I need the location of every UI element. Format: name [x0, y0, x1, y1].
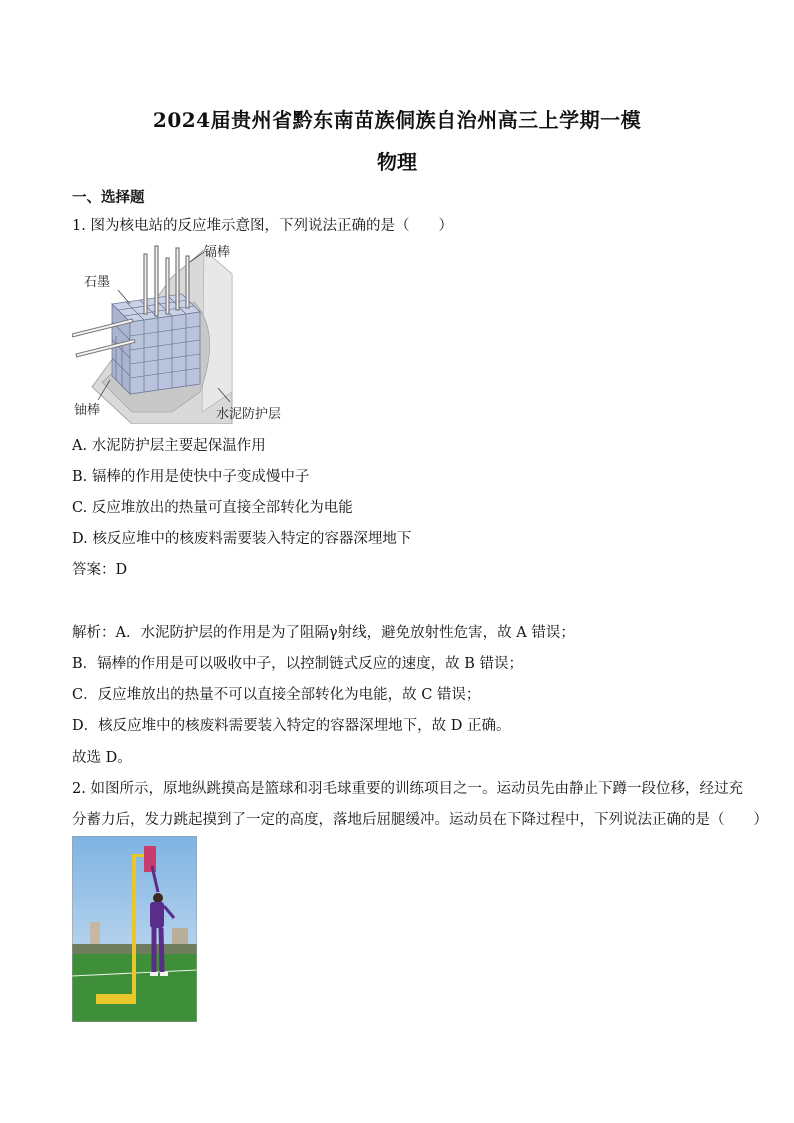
question-2-stem-line-1: 2. 如图所示，原地纵跳摸高是篮球和羽毛球重要的训练项目之一。运动员先由静止下蹲一段位移，经过充 [72, 781, 743, 797]
question-1-option-b: B. 镉棒的作用是使快中子变成慢中子 [72, 469, 310, 485]
question-1-stem: 1. 图为核电站的反应堆示意图，下列说法正确的是（ ） [72, 218, 453, 234]
page-subtitle: 物理 [377, 150, 417, 174]
section-heading: 一、选择题 [72, 189, 145, 206]
question-1-analysis-line: C．反应堆放出的热量不可以直接全部转化为电能，故 C 错误； [72, 687, 481, 703]
question-1-option-d: D. 核反应堆中的核废料需要装入特定的容器深埋地下 [72, 531, 412, 547]
question-1-option-c: C. 反应堆放出的热量可直接全部转化为电能 [72, 500, 353, 516]
label-cadmium-rod: 镉棒 [204, 245, 231, 260]
question-1-answer: 答案：D [72, 562, 128, 578]
question-1-analysis-line: 故选 D。 [72, 750, 132, 766]
page-title: 2024届贵州省黔东南苗族侗族自治州高三上学期一模 [152, 108, 642, 132]
question-2-stem-line-2: 分蓄力后，发力跳起摸到了一定的高度，落地后屈腿缓冲。运动员在下降过程中，下列说法正确的是（ ） [72, 812, 768, 828]
reactor-diagram [72, 242, 302, 424]
question-1-option-a: A. 水泥防护层主要起保温作用 [72, 438, 266, 454]
question-1-analysis-line: B．镉棒的作用是可以吸收中子，以控制链式反应的速度，故 B 错误； [72, 656, 524, 672]
label-uranium-rod: 铀棒 [74, 403, 101, 418]
jump-touch-photo [72, 836, 197, 1022]
label-concrete-shield: 水泥防护层 [216, 407, 282, 422]
question-1-analysis-line: 解析：A．水泥防护层的作用是为了阻隔γ射线，避免放射性危害，故 A 错误； [72, 625, 575, 641]
question-1-analysis-line: D．核反应堆中的核废料需要装入特定的容器深埋地下，故 D 正确。 [72, 718, 511, 734]
label-graphite: 石墨 [84, 275, 111, 290]
